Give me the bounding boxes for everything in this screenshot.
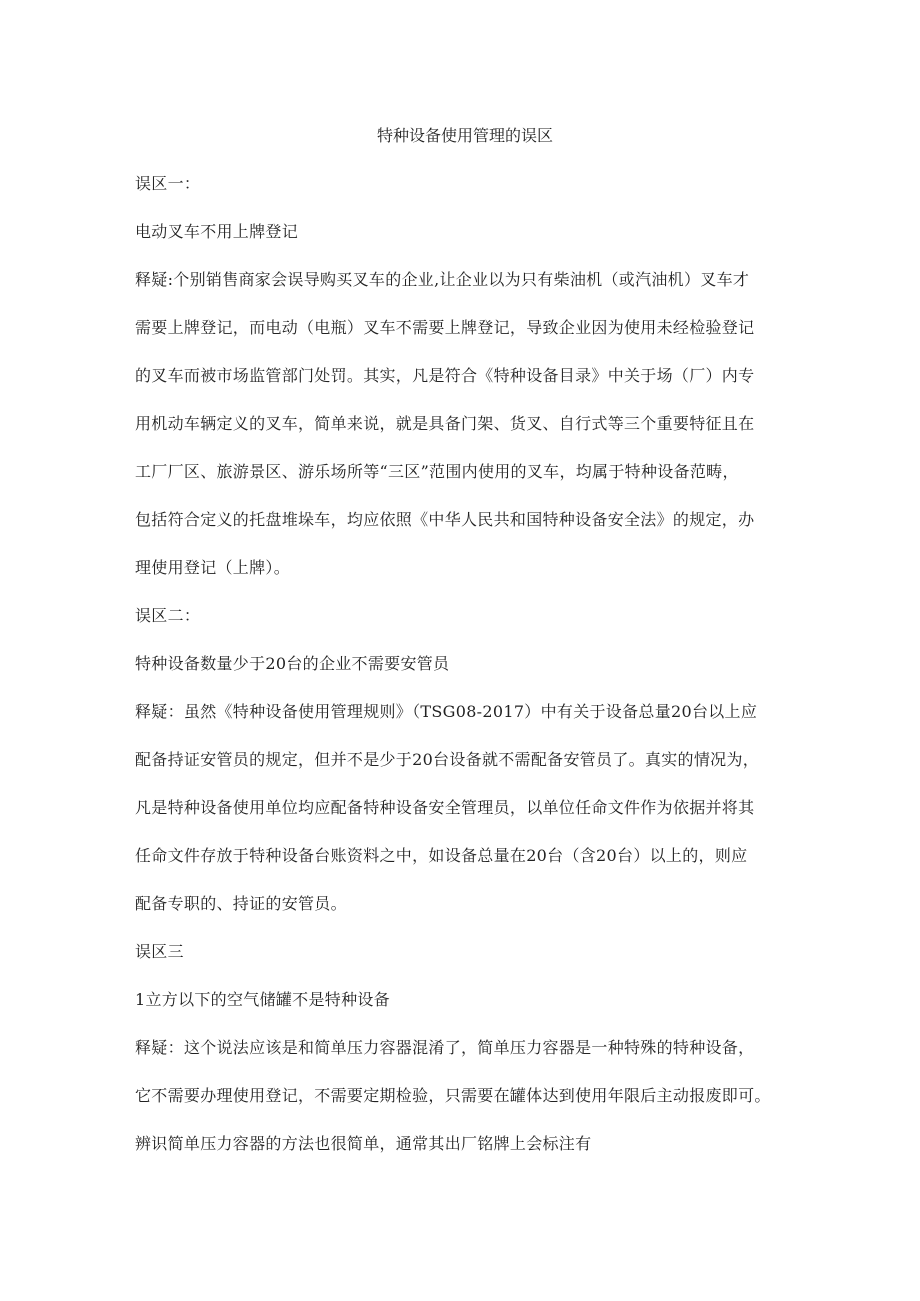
paragraph-line: 任命文件存放于特种设备台账资料之中，如设备总量在20台（含20台）以上的，则应 [135,846,748,865]
section-heading-2: 误区二： [135,606,201,625]
section-heading-1: 误区一： [135,174,201,193]
section-subtitle-2: 特种设备数量少于20台的企业不需要安管员 [135,654,450,673]
paragraph-line: 释疑:个别销售商家会误导购买叉车的企业,让企业以为只有柴油机（或汽油机）叉车才 [135,270,750,289]
paragraph-line: 理使用登记（上牌）。 [135,558,291,577]
document-title: 特种设备使用管理的误区 [376,126,553,145]
paragraph-line: 用机动车辆定义的叉车，简单来说，就是具备门架、货叉、自行式等三个重要特征且在 [135,414,755,433]
paragraph-line: 它不需要办理使用登记，不需要定期检验，只需要在罐体达到使用年限后主动报废即可。 [135,1086,771,1105]
section-heading-3: 误区三 [135,942,184,961]
paragraph-line: 释疑：这个说法应该是和简单压力容器混淆了，简单压力容器是一种特殊的特种设备， [135,1038,755,1057]
paragraph-line: 包括符合定义的托盘堆垛车，均应依照《中华人民共和国特种设备安全法》的规定，办 [135,510,755,529]
paragraph-line: 的叉车而被市场监管部门处罚。其实，凡是符合《特种设备目录》中关于场（厂）内专 [135,366,755,385]
document-body [135,118,795,1174]
paragraph-line: 工厂厂区、旅游景区、游乐场所等“三区”范围内使用的叉车，均属于特种设备范畴， [135,462,739,481]
paragraph-line: 配备持证安管员的规定，但并不是少于20台设备就不需配备安管员了。真实的情况为， [135,750,760,769]
paragraph-line: 释疑：虽然《特种设备使用管理规则》（TSG08-2017）中有关于设备总量20台以上应 [135,702,758,721]
paragraph-line: 凡是特种设备使用单位均应配备特种设备安全管理员，以单位任命文件作为依据并将其 [135,798,755,817]
section-subtitle-3: 1立方以下的空气储罐不是特种设备 [135,990,390,1009]
paragraph-line: 辨识简单压力容器的方法也很简单，通常其出厂铭牌上会标注有 [135,1134,592,1153]
section-subtitle-1: 电动叉车不用上牌登记 [135,222,299,241]
paragraph-line: 需要上牌登记，而电动（电瓶）叉车不需要上牌登记，导致企业因为使用未经检验登记 [135,318,755,337]
paragraph-line: 配备专职的、持证的安管员。 [135,894,347,913]
